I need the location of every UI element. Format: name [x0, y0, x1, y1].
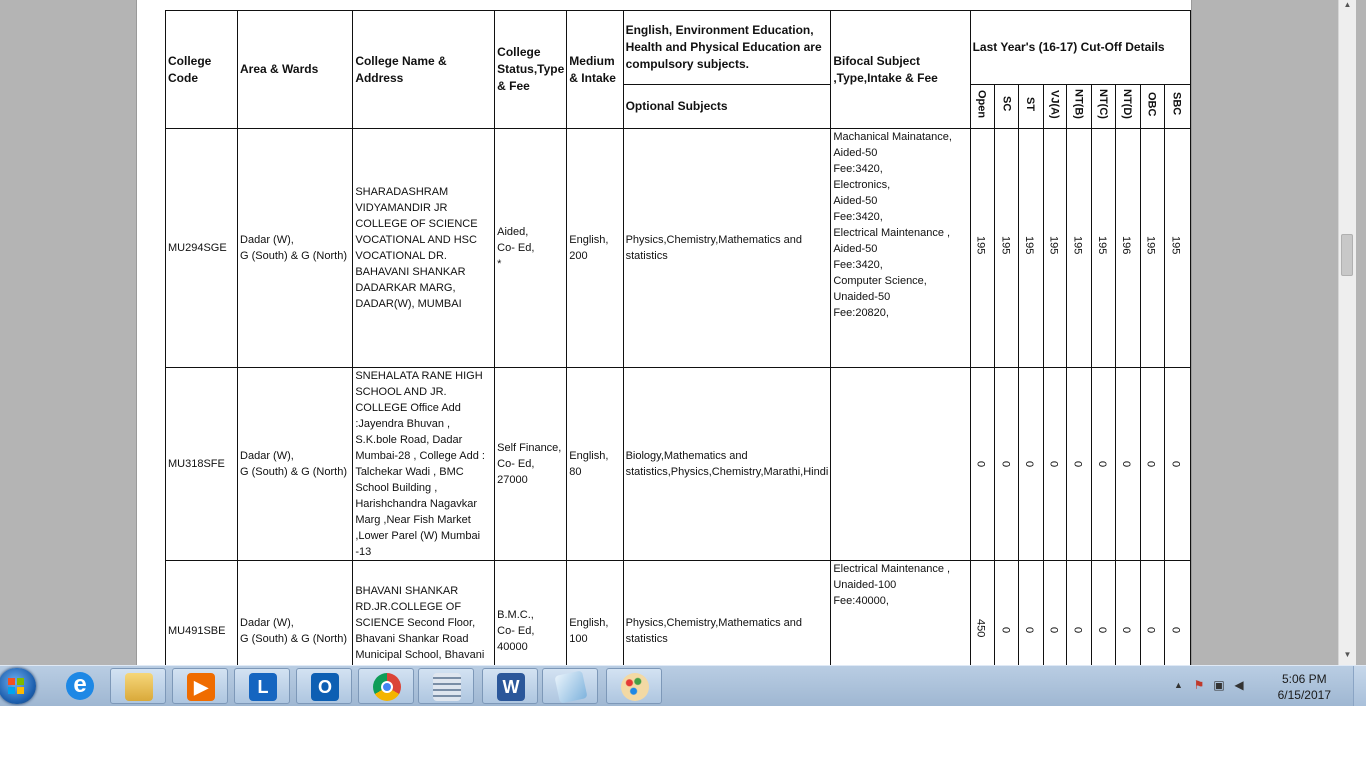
cutoff-cell: 0	[1043, 368, 1067, 561]
optional-subjects-cell: Physics,Chemistry,Mathematics and statistics	[623, 129, 831, 368]
header-category: NT(B)	[1067, 85, 1092, 129]
status-cell: Self Finance, Co- Ed, 27000	[495, 368, 567, 561]
cutoff-cell: 0	[1115, 368, 1140, 561]
cutoff-cell: 195	[995, 129, 1019, 368]
college-name-cell: SHARADASHRAM VIDYAMANDIR JR COLLEGE OF SCIENCE VOCATIONAL AND HSC VOCATIONAL DR. BAHAVANI SHANKAR DADARKAR MARG, DADAR(W), MUMBAI	[353, 129, 495, 368]
cutoff-cell: 0	[1115, 561, 1140, 701]
cutoff-cell: 0	[1043, 561, 1067, 701]
header-category: NT(C)	[1092, 85, 1116, 129]
header-status: College Status,Type & Fee	[495, 11, 567, 129]
area-wards-cell: Dadar (W), G (South) & G (North)	[238, 129, 353, 368]
optional-subjects-cell: Biology,Mathematics and statistics,Physics,Chemistry,Marathi,Hindi	[623, 368, 831, 561]
bifocal-cell: Electrical Maintenance , Unaided-100 Fee:40000,	[831, 561, 970, 701]
header-compulsory: English, Environment Education, Health and Physical Education are compulsory subjects.	[623, 11, 831, 85]
cutoff-cell: 0	[1140, 368, 1165, 561]
cutoff-cell: 0	[1140, 561, 1165, 701]
word-icon: W	[497, 673, 525, 701]
header-category: NT(D)	[1115, 85, 1140, 129]
header-category: OBC	[1140, 85, 1165, 129]
header-category: ST	[1019, 85, 1044, 129]
paint-icon	[621, 673, 649, 701]
area-wards-cell: Dadar (W), G (South) & G (North)	[238, 368, 353, 561]
cutoff-cell: 195	[1092, 129, 1116, 368]
cutoff-cell: 195	[1140, 129, 1165, 368]
network-icon[interactable]: ▣	[1213, 678, 1225, 692]
status-cell: B.M.C., Co- Ed, 40000	[495, 561, 567, 701]
cutoff-cell: 450	[970, 561, 995, 701]
cutoff-cell: 0	[1165, 368, 1191, 561]
medium-cell: English, 100	[567, 561, 623, 701]
cutoff-cell: 195	[1165, 129, 1191, 368]
clock[interactable]	[1278, 671, 1331, 703]
start-button[interactable]	[0, 668, 36, 704]
lync-icon: L	[249, 673, 277, 701]
notepad-icon	[554, 670, 587, 703]
college-code-cell: MU294SGE	[166, 129, 238, 368]
cutoff-cell: 195	[1067, 129, 1092, 368]
calculator-icon	[433, 673, 461, 701]
cutoff-cell: 0	[1067, 561, 1092, 701]
blank-area	[0, 706, 1366, 768]
folder-taskbar-button[interactable]	[110, 668, 166, 704]
cutoff-cell: 0	[1067, 368, 1092, 561]
folder-icon	[125, 673, 153, 701]
cutoff-cell: 195	[1043, 129, 1067, 368]
table-row	[166, 129, 1191, 368]
college-name-cell: BHAVANI SHANKAR RD.JR.COLLEGE OF SCIENCE Second Floor, Bhavani Shankar Road Municipal School, Bhavani	[353, 561, 495, 701]
paint-taskbar-button[interactable]	[606, 668, 662, 704]
show-desktop-button[interactable]	[1353, 666, 1366, 706]
cutoff-cell: 0	[1165, 561, 1191, 701]
volume-icon[interactable]: ◀	[1234, 678, 1244, 692]
cutoff-cell: 0	[995, 368, 1019, 561]
header-category: SBC	[1165, 85, 1191, 129]
area-wards-cell: Dadar (W), G (South) & G (North)	[238, 561, 353, 701]
lync-taskbar-button[interactable]	[234, 668, 290, 704]
scroll-down-arrow-icon[interactable]: ▼	[1343, 650, 1352, 659]
outlook-taskbar-button[interactable]	[296, 668, 352, 704]
cutoff-cell: 0	[1019, 368, 1044, 561]
header-category: Open	[970, 85, 995, 129]
word-taskbar-button[interactable]	[482, 668, 538, 704]
college-code-cell: MU491SBE	[166, 561, 238, 701]
college-name-cell: SNEHALATA RANE HIGH SCHOOL AND JR. COLLEGE Office Add :Jayendra Bhuvan , S.K.bole Road, Dadar Mumbai-28 , College Add : Talchekar Wadi , BMC School Building , Harishchandra Nagavkar Marg ,Near Fish Market ,Lower Parel (W) Mumbai -13	[353, 368, 495, 561]
header-optional: Optional Subjects	[623, 85, 831, 129]
chrome-icon	[373, 673, 401, 701]
bifocal-cell	[831, 368, 970, 561]
status-cell: Aided, Co- Ed, *	[495, 129, 567, 368]
medium-cell: English, 200	[567, 129, 623, 368]
header-category: SC	[995, 85, 1019, 129]
clock-date: 6/15/2017	[1277, 688, 1331, 702]
vertical-scrollbar[interactable]	[1338, 0, 1356, 665]
medium-cell: English, 80	[567, 368, 623, 561]
scroll-up-arrow-icon[interactable]: ▲	[1343, 0, 1352, 9]
header-cutoff: Last Year's (16-17) Cut-Off Details	[970, 11, 1190, 85]
bifocal-cell: Machanical Mainatance, Aided-50 Fee:3420, Electronics, Aided-50 Fee:3420, Electrical Maintenance , Aided-50 Fee:3420, Computer Science, Unaided-50 Fee:20820,	[831, 129, 970, 368]
media-player-icon: ▶	[187, 673, 215, 701]
ie-icon: e	[66, 672, 94, 700]
cutoff-cell: 195	[1019, 129, 1044, 368]
show-hidden-icons-icon[interactable]: ▲	[1174, 680, 1183, 690]
media-player-taskbar-button[interactable]	[172, 668, 228, 704]
header-category: VJ(A)	[1043, 85, 1067, 129]
table-row	[166, 368, 1191, 561]
chrome-taskbar-button[interactable]	[358, 668, 414, 704]
cutoff-cell: 195	[970, 129, 995, 368]
optional-subjects-cell: Physics,Chemistry,Mathematics and statistics	[623, 561, 831, 701]
cutoff-cell: 0	[970, 368, 995, 561]
cutoff-cell: 196	[1115, 129, 1140, 368]
header-college-code: College Code	[166, 11, 238, 129]
calculator-taskbar-button[interactable]	[418, 668, 474, 704]
windows-logo-icon	[7, 677, 25, 695]
college-code-cell: MU318SFE	[166, 368, 238, 561]
action-center-flag-icon[interactable]: ⚑	[1193, 678, 1205, 692]
header-medium: Medium & Intake	[567, 11, 623, 129]
notepad-taskbar-button[interactable]	[542, 668, 598, 704]
scroll-thumb[interactable]	[1341, 234, 1353, 276]
ie-taskbar-button[interactable]	[52, 668, 108, 704]
cutoff-cell: 0	[1092, 561, 1116, 701]
header-area-wards: Area & Wards	[238, 11, 353, 129]
header-bifocal: Bifocal Subject ,Type,Intake & Fee	[831, 11, 970, 129]
clock-time: 5:06 PM	[1281, 672, 1327, 686]
taskbar	[0, 665, 1366, 706]
cutoff-cell: 0	[1019, 561, 1044, 701]
college-table	[165, 10, 1191, 701]
outlook-icon: O	[311, 673, 339, 701]
cutoff-cell: 0	[995, 561, 1019, 701]
header-college-name: College Name & Address	[353, 11, 495, 129]
system-tray	[1166, 666, 1366, 706]
cutoff-cell: 0	[1092, 368, 1116, 561]
document-page	[136, 0, 1192, 665]
